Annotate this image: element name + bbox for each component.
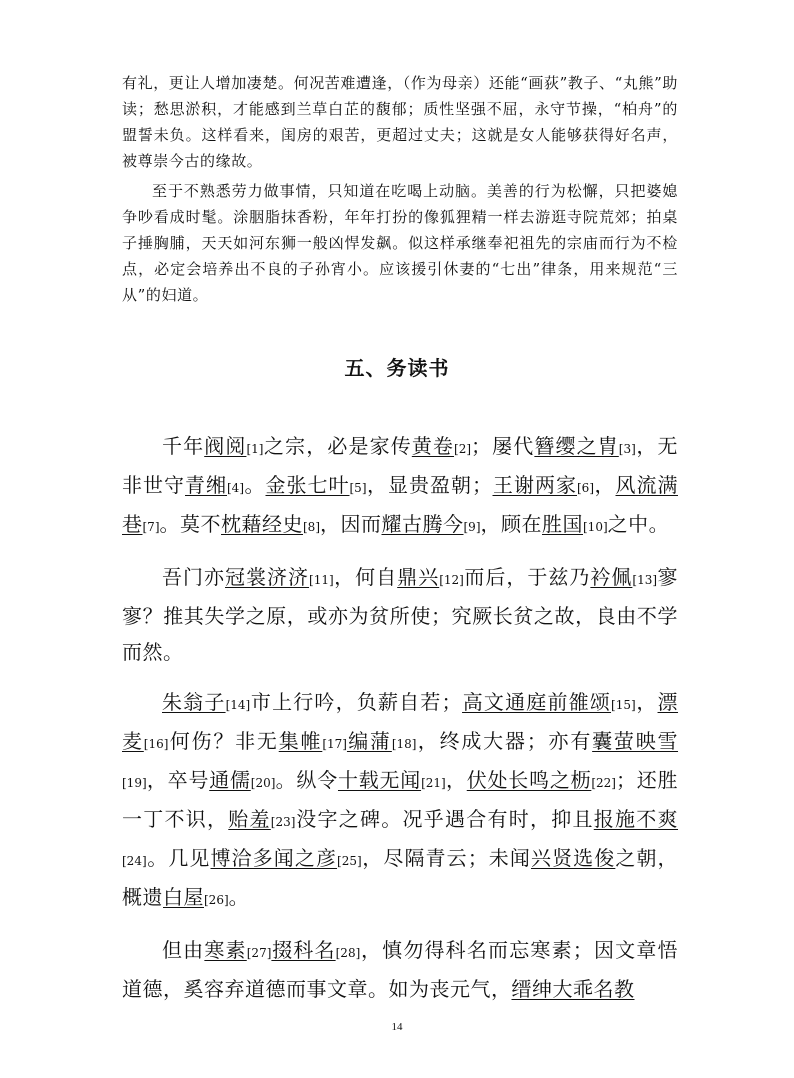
original-text-block [122,428,678,1021]
original-paragraph-2: 吾门亦冠裳济济[11]，何自鼎兴[12]而后，于兹乃衿佩[13]寥寥？推其失学之原，或亦为贫所使；究厥长贫之故，良由不学而然。 [122,565,679,664]
annotated-term: 兴贤选俊 [531,846,616,870]
annotated-term: 簪缨之胄 [534,434,619,458]
annotated-term: 集帷 [278,729,323,753]
footnote-ref: [22] [591,776,616,790]
annotated-term: 伏处长鸣之枥 [466,768,592,792]
footnote-ref: [15] [611,698,636,712]
footnote-ref: [1] [246,442,264,456]
annotated-term: 编蒲 [346,729,392,753]
annotated-term: 鼎兴 [397,565,440,589]
original-paragraph-4: 但由寒素[27]掇科名[28]，慎勿得科名而忘寒素；因文章悟道德，奚容弃道德而事文章。如为丧元气，缙绅大乖名教 [122,938,679,1001]
footnote-ref: [20] [250,776,276,790]
original-paragraph-1: 千年阀阅[1]之宗，必是家传黄卷[2]；屡代簪缨之胄[3]，无非世守青缃[4]。金张七叶[5]，显贵盈朝；王谢两家[6]，风流满巷[7]。莫不枕藉经史[8]，因而耀古腾今[9]，顾在胜国[10]之中。 [122,434,679,536]
footnote-ref: [8] [303,520,320,534]
annotated-term: 金张七叶 [265,473,350,497]
annotated-term: 缙绅大乖名教 [511,977,635,1001]
annotated-term: 报施不爽 [593,807,679,831]
footnote-ref: [5] [349,481,367,495]
annotated-term: 高文通庭前雒颂 [462,690,612,714]
annotated-term: 耀古腾今 [381,512,464,536]
annotated-term: 枕藉经史 [221,512,303,536]
annotated-term: 博洽多闻之彦 [210,846,338,870]
annotated-term: 掇科名 [271,938,336,962]
footnote-ref: [7] [142,520,160,534]
footnote-ref: [3] [618,442,636,456]
footnote-ref: [18] [391,737,417,751]
footnote-ref: [17] [322,737,347,751]
footnote-ref: [19] [122,776,147,790]
footnote-ref: [9] [463,520,481,534]
annotated-term: 冠裳济济 [225,565,310,589]
original-paragraph-3: 朱翁子[14]市上行吟，负薪自若；高文通庭前雒颂[15]，漂麦[16]何伤？非无集帷[17]编蒲[18]，终成大器；亦有囊萤映雪[19]，卒号通儒[20]。纵令十载无闻[21]，伏处长鸣之枥[22]；还胜一丁不识，贻羞[23]没字之碑。况乎遇合有时，抑且报施不爽[24]。几见博洽多闻之彦[25]，尽隔青云；未闻兴贤选俊之朝，概遗白屋[26]。 [122,690,679,909]
annotated-term: 胜国 [542,512,583,536]
translation-paragraph: 有礼，更让人增加凄楚。何况苦难遭逢，（作为母亲）还能“画荻”教子、“丸熊”助读；愁思淤积，才能感到兰草白芷的馥郁；质性坚强不屈，永守节操，“柏舟”的盟誓未负。这样看来，闺房的艰苦，更超过丈夫；这就是女人能够获得好名声，被尊崇今古的缘故。 [122,74,678,170]
annotated-term: 通儒 [209,768,251,792]
annotated-term: 白屋 [163,885,204,909]
footnote-ref: [13] [632,573,658,587]
annotated-term: 朱翁子 [162,690,226,714]
annotated-term: 贻羞 [228,807,271,831]
section-title: 五、务读书 [344,356,450,380]
annotated-term: 漂麦 [122,690,679,753]
footnote-ref: [2] [454,442,472,456]
page-number: 14 [391,1021,403,1033]
footnote-ref: [14] [225,698,251,712]
footnote-ref: [11] [309,573,334,587]
footnote-ref: [27] [246,946,272,960]
annotated-term: 王谢两家 [492,473,577,497]
footnote-ref: [4] [227,481,244,495]
annotated-term: 阀阅 [204,434,247,458]
annotated-term: 黄卷 [411,434,455,458]
footnote-ref: [12] [439,573,464,587]
annotated-term: 风流满巷 [122,473,678,536]
annotated-term: 寒素 [204,938,247,962]
annotated-term: 衿佩 [590,565,633,589]
annotated-term: 青缃 [185,473,227,497]
footnote-ref: [26] [204,893,229,907]
footnote-ref: [10] [583,520,608,534]
annotated-term: 十载无闻 [337,768,422,792]
translation-paragraph: 至于不熟悉劳力做事情，只知道在吃喝上动脑。美善的行为松懈，只把婆媳争吵看成时髦。涂胭脂抹香粉，年年打扮的像狐狸精一样去游逛寺院荒郊；拍桌子捶胸脯，天天如河东狮一般凶悍发飙。似这样承继奉祀祖先的宗庙而行为不检点，必定会培养出不良的子孙宵小。应该援引休妻的“七出”律条，用来规范“三从”的妇道。 [122,182,678,304]
footnote-ref: [21] [421,776,446,790]
footnote-ref: [28] [335,946,361,960]
footnote-ref: [16] [143,737,169,751]
footnote-ref: [25] [337,854,362,868]
footnote-ref: [6] [577,481,594,495]
footnote-ref: [23] [270,815,296,829]
footnote-ref: [24] [122,854,147,868]
translation-block [122,70,678,312]
annotated-term: 囊萤映雪 [592,729,679,753]
